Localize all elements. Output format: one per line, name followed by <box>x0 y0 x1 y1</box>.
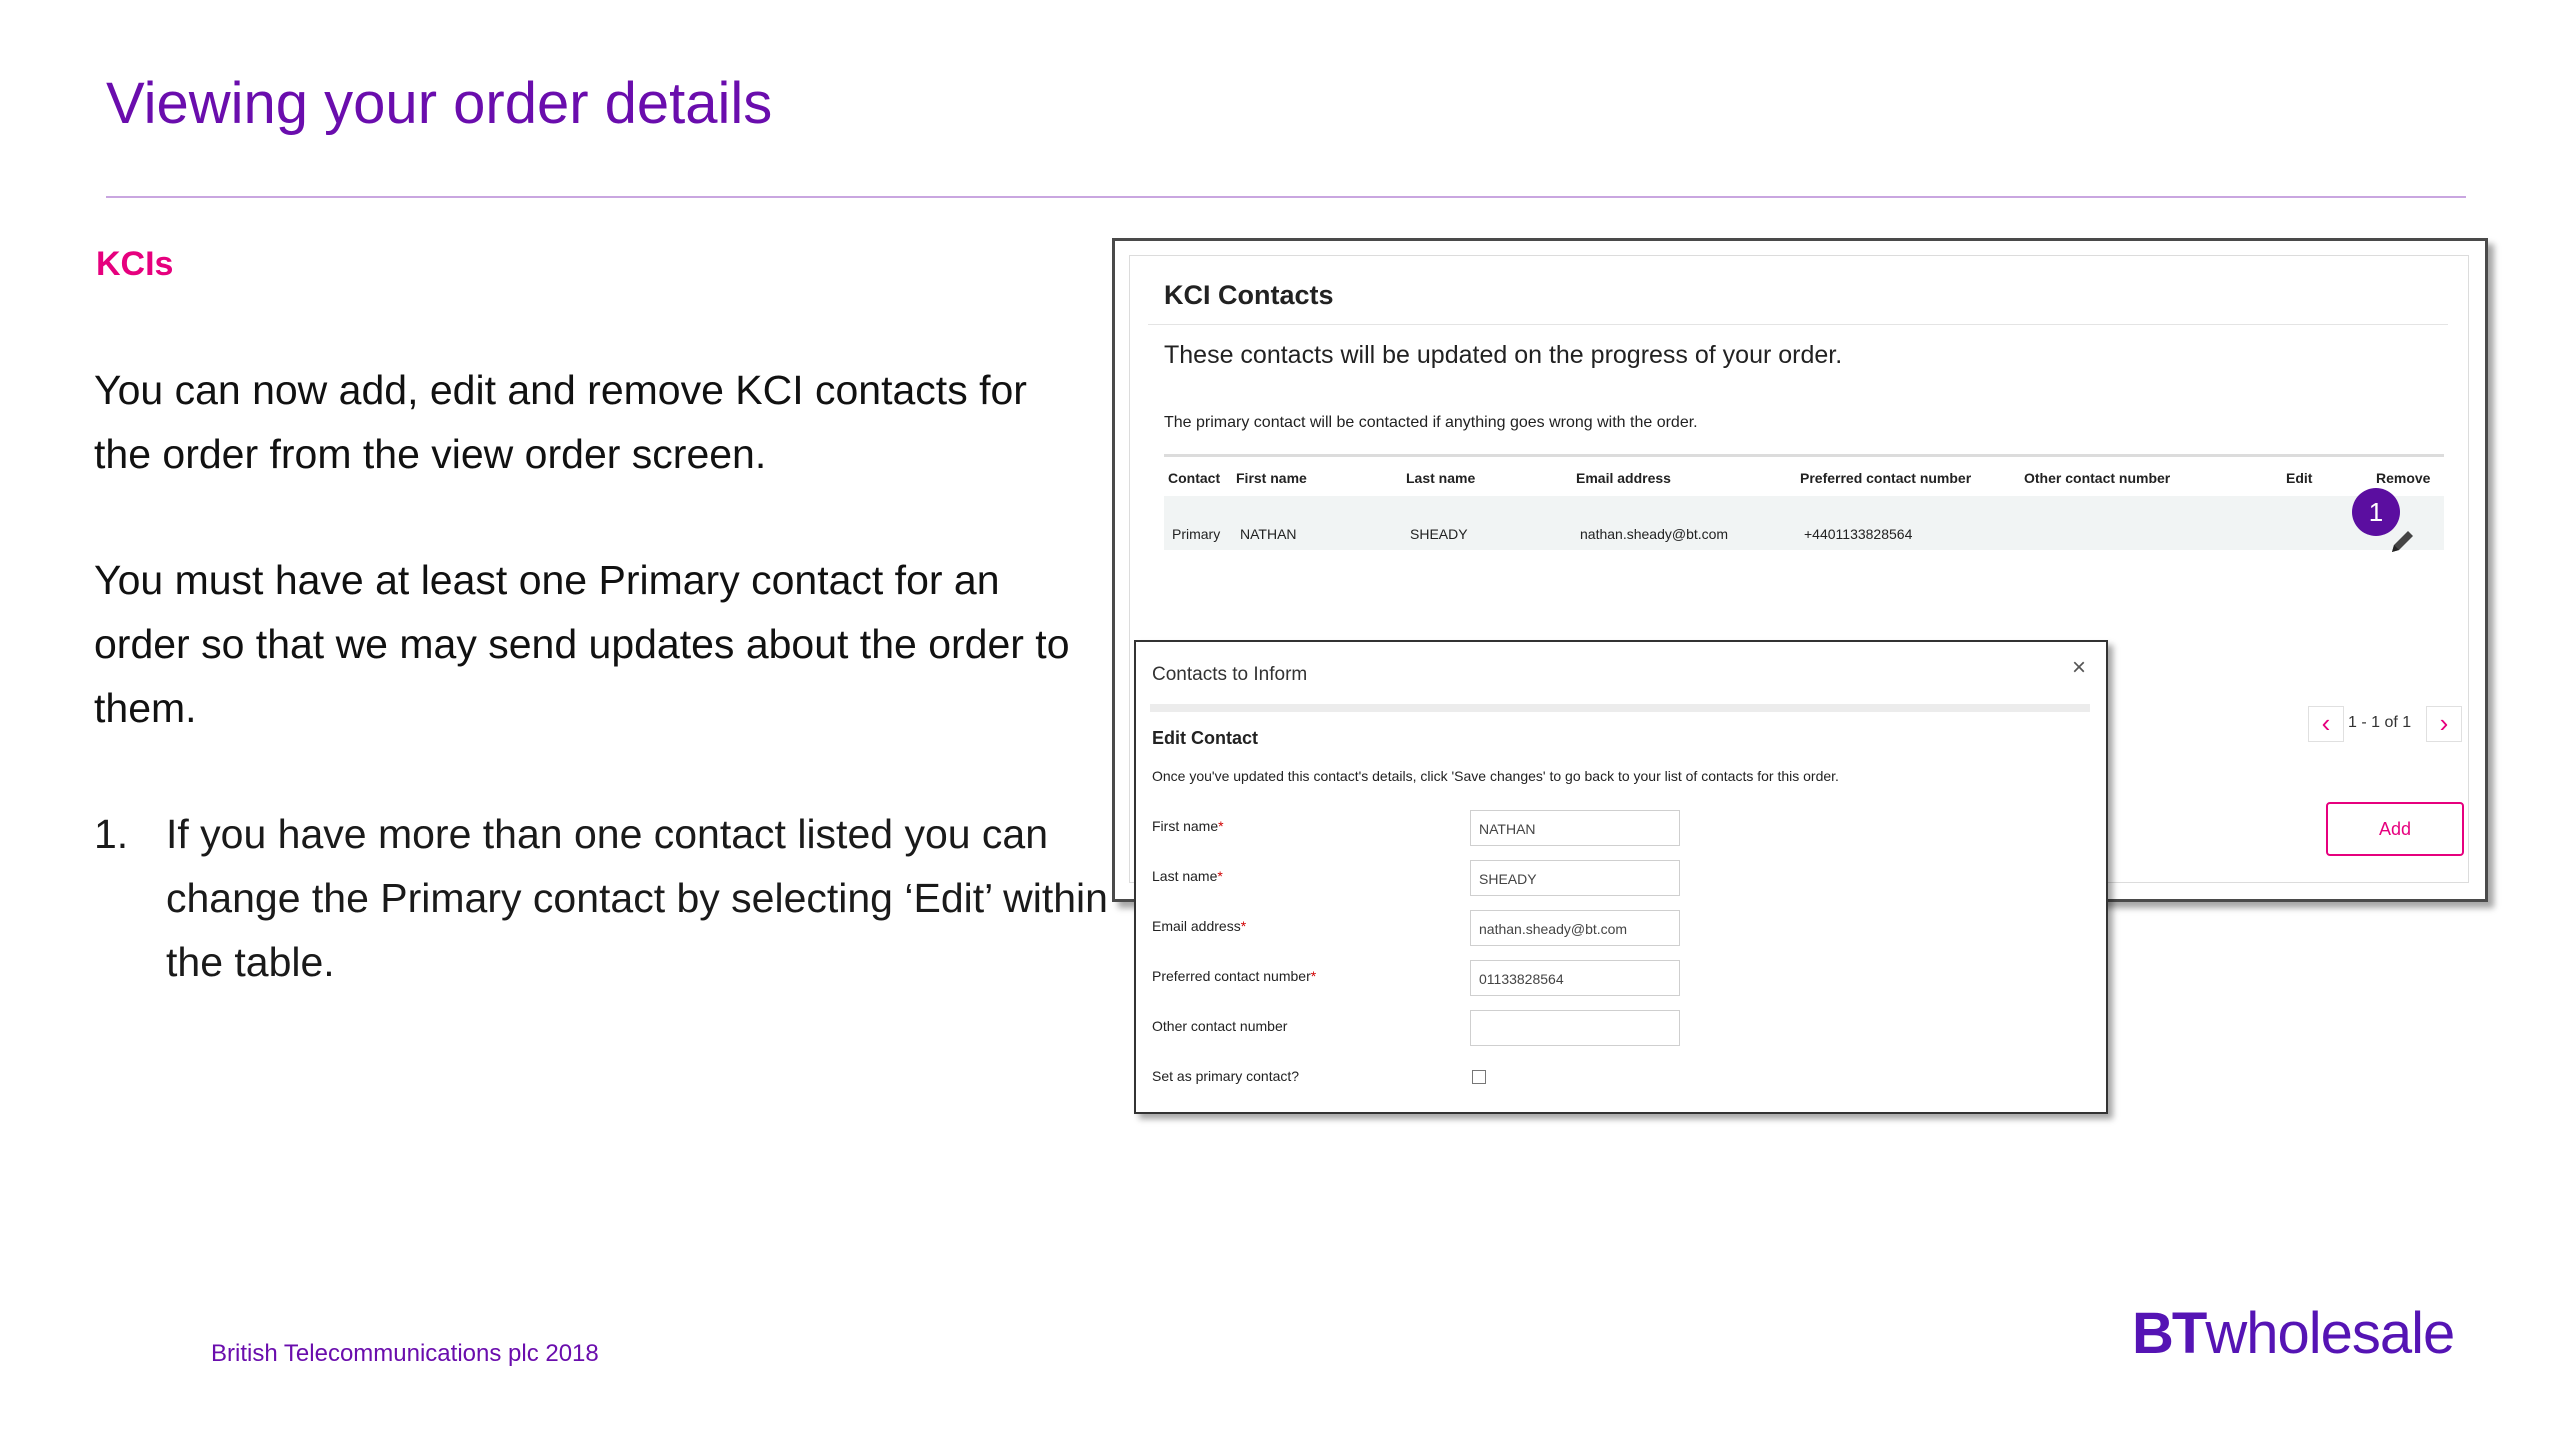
dialog-header-bar <box>1150 704 2090 712</box>
email-field[interactable]: nathan.sheady@bt.com <box>1470 910 1680 946</box>
next-page-button[interactable]: › <box>2426 706 2462 742</box>
title-divider <box>106 196 2466 198</box>
required-mark: * <box>1240 918 1247 934</box>
logo-wholesale: wholesale <box>2205 1301 2455 1366</box>
col-header-preferred-number: Preferred contact number <box>1800 470 1972 486</box>
col-header-remove: Remove <box>2376 470 2431 486</box>
col-header-edit: Edit <box>2286 470 2313 486</box>
callout-badge: 1 <box>2352 488 2400 536</box>
other-number-field[interactable] <box>1470 1010 1680 1046</box>
edit-contact-description: Once you've updated this contact's details, click 'Save changes' to go back to your list of contacts for this order. <box>1152 768 1839 784</box>
cell-last-name: SHEADY <box>1410 526 1468 542</box>
logo-bt: BT <box>2132 1301 2206 1366</box>
preferred-number-label <box>1152 968 1316 984</box>
first-name-label-text: First name <box>1152 818 1219 834</box>
primary-contact-label: Set as primary contact? <box>1152 1068 1300 1084</box>
col-header-other-number: Other contact number <box>2024 470 2171 486</box>
cell-first-name: NATHAN <box>1240 526 1297 542</box>
required-mark: * <box>1218 818 1224 834</box>
table-top-rule <box>1164 454 2444 457</box>
col-header-email: Email address <box>1576 470 1671 486</box>
bt-wholesale-logo <box>2132 1300 2454 1367</box>
last-name-field[interactable]: SHEADY <box>1470 860 1680 896</box>
section-heading: KCIs <box>96 245 174 283</box>
page-count: 1 - 1 of 1 <box>2348 714 2412 731</box>
cell-contact: Primary <box>1172 526 1221 542</box>
kci-title-divider <box>1148 324 2448 325</box>
slide-title: Viewing your order details <box>106 71 773 136</box>
cell-email: nathan.sheady@bt.com <box>1580 526 1729 542</box>
pencil-icon[interactable] <box>2388 526 2418 561</box>
step-text: If you have more than one contact listed you can change the Primary contact by selecting ‘Edit’ within the table. <box>166 811 1108 985</box>
step-number: 1. <box>94 811 129 857</box>
last-name-label-text: Last name <box>1152 868 1218 884</box>
dialog-title: Contacts to Inform <box>1152 664 1308 685</box>
first-name-label <box>1152 818 1224 834</box>
email-label <box>1152 918 1246 934</box>
other-number-label: Other contact number <box>1152 1018 1288 1034</box>
kci-panel-note: The primary contact will be contacted if anything goes wrong with the order. <box>1164 414 1698 431</box>
email-label-text: Email address <box>1152 918 1241 934</box>
col-header-first-name: First name <box>1236 470 1307 486</box>
required-mark: * <box>1217 868 1223 884</box>
primary-contact-checkbox[interactable] <box>1472 1070 1486 1084</box>
last-name-label <box>1152 868 1223 884</box>
first-name-field[interactable]: NATHAN <box>1470 810 1680 846</box>
preferred-number-field[interactable]: 01133828564 <box>1470 960 1680 996</box>
primary-contact-paragraph: You must have at least one Primary contact for an order so that we may send updates about the order to them. <box>94 557 1070 731</box>
prev-page-button[interactable]: ‹ <box>2308 706 2344 742</box>
required-mark: * <box>1310 968 1317 984</box>
kci-panel-subtitle: These contacts will be updated on the progress of your order. <box>1164 341 1843 369</box>
contacts-to-inform-dialog <box>1134 640 2108 1114</box>
cell-preferred-number: +4401133828564 <box>1804 526 1913 542</box>
kci-panel-title: KCI Contacts <box>1164 280 1334 310</box>
edit-contact-heading: Edit Contact <box>1152 728 1258 748</box>
close-icon[interactable]: × <box>2072 654 2087 681</box>
preferred-number-label-text: Preferred contact number <box>1152 968 1311 984</box>
intro-paragraph: You can now add, edit and remove KCI contacts for the order from the view order screen. <box>94 367 1027 477</box>
footer-copyright: British Telecommunications plc 2018 <box>211 1340 599 1367</box>
col-header-contact: Contact <box>1168 470 1221 486</box>
col-header-last-name: Last name <box>1406 470 1476 486</box>
add-contact-button[interactable]: Add <box>2326 802 2464 856</box>
